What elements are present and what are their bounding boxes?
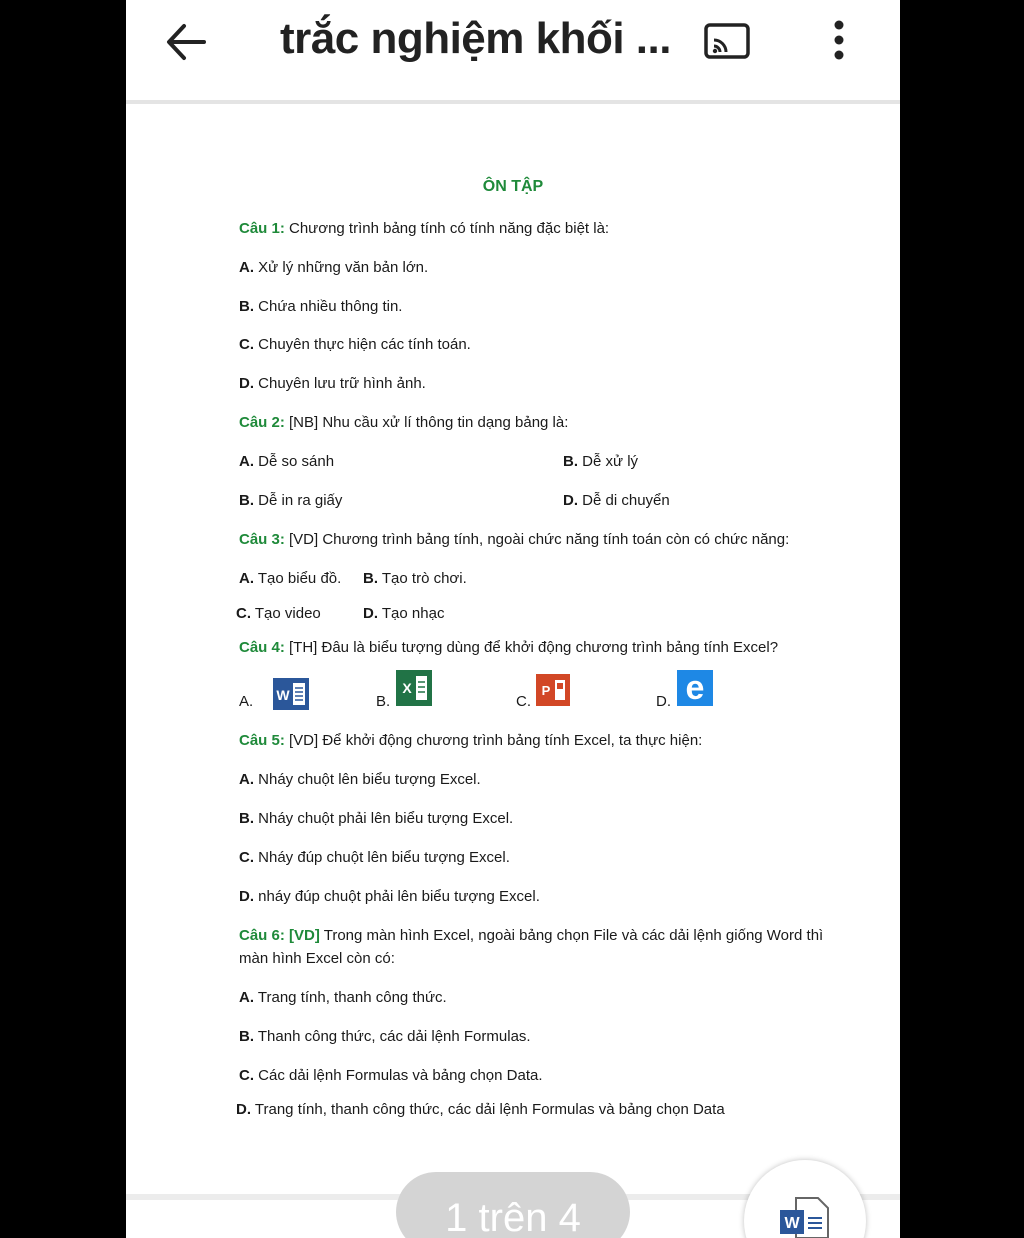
word-app-icon-letter: W <box>784 1215 800 1232</box>
cast-icon[interactable] <box>704 22 750 60</box>
excel-icon <box>396 670 432 706</box>
back-arrow-icon[interactable] <box>164 20 210 64</box>
powerpoint-icon-letter: P <box>541 683 551 698</box>
powerpoint-icon <box>536 674 570 706</box>
q6-option-a: A. Trang tính, thanh công thức. <box>239 989 447 1006</box>
q2-option-d: D. Dễ di chuyển <box>563 492 670 509</box>
question-5: Câu 5: [VD] Để khởi động chương trình bảng tính Excel, ta thực hiện: <box>239 732 703 749</box>
q5-option-d: D. nháy đúp chuột phải lên biểu tượng Excel. <box>239 888 540 905</box>
document-page[interactable] <box>126 104 900 1194</box>
question-6-continuation: màn hình Excel còn có: <box>239 950 395 967</box>
q4-option-b-label: B. <box>376 693 391 710</box>
question-3: Câu 3: [VD] Chương trình bảng tính, ngoài chức năng tính toán còn có chức năng: <box>239 531 790 548</box>
internet-explorer-icon <box>677 670 713 706</box>
excel-icon-letter: X <box>402 680 412 696</box>
question-6: Câu 6: [VD] Trong màn hình Excel, ngoài bảng chọn File và các dải lệnh giống Word thì <box>239 927 824 944</box>
q3-option-d: D. Tạo nhạc <box>363 605 445 622</box>
question-2: Câu 2: [NB] Nhu cầu xử lí thông tin dạng bảng là: <box>239 414 569 431</box>
q6-option-b: B. Thanh công thức, các dải lệnh Formulas. <box>239 1028 531 1045</box>
q4-option-c-label: C. <box>516 693 531 710</box>
q1-option-d: D. Chuyên lưu trữ hình ảnh. <box>239 375 426 392</box>
ie-icon-letter: e <box>685 670 705 706</box>
word-icon <box>273 678 309 710</box>
more-options-icon[interactable] <box>824 18 854 62</box>
question-4: Câu 4: [TH] Đâu là biểu tượng dùng để khởi động chương trình bảng tính Excel? <box>239 639 779 656</box>
q4-option-a-label: A. <box>239 693 254 710</box>
q1-option-c: C. Chuyên thực hiện các tính toán. <box>239 336 471 353</box>
word-icon-letter: W <box>276 687 290 703</box>
q2-option-b: B. Dễ xử lý <box>563 453 639 470</box>
q4-option-d-label: D. <box>656 693 671 710</box>
q2-option-a: A. Dễ so sánh <box>239 453 335 470</box>
q3-option-c: C. Tạo video <box>236 605 321 622</box>
page-indicator: 1 trên 4 <box>396 1172 630 1238</box>
q1-option-b: B. Chứa nhiều thông tin. <box>239 298 403 315</box>
word-app-icon <box>778 1196 830 1238</box>
q6-option-c: C. Các dải lệnh Formulas và bảng chọn Data. <box>239 1067 543 1084</box>
q5-option-b: B. Nháy chuột phải lên biểu tượng Excel. <box>239 810 514 827</box>
q3-option-b: B. Tạo trò chơi. <box>363 570 467 587</box>
question-1: Câu 1: Chương trình bảng tính có tính năng đặc biệt là: <box>239 220 610 237</box>
q2-option-c: B. Dễ in ra giấy <box>239 492 343 509</box>
q3-option-a: A. Tạo biểu đồ. <box>239 570 342 587</box>
q5-option-c: C. Nháy đúp chuột lên biểu tượng Excel. <box>239 849 510 866</box>
q1-option-a: A. Xử lý những văn bản lớn. <box>239 259 429 276</box>
app-toolbar <box>126 0 900 104</box>
q5-option-a: A. Nháy chuột lên biểu tượng Excel. <box>239 771 481 788</box>
document-heading: ÔN TẬP <box>482 178 544 195</box>
phone-screen <box>126 0 900 1238</box>
q6-option-d: D. Trang tính, thanh công thức, các dải lệnh Formulas và bảng chọn Data <box>236 1101 725 1118</box>
document-title: trắc nghiệm khối ... <box>280 14 671 63</box>
